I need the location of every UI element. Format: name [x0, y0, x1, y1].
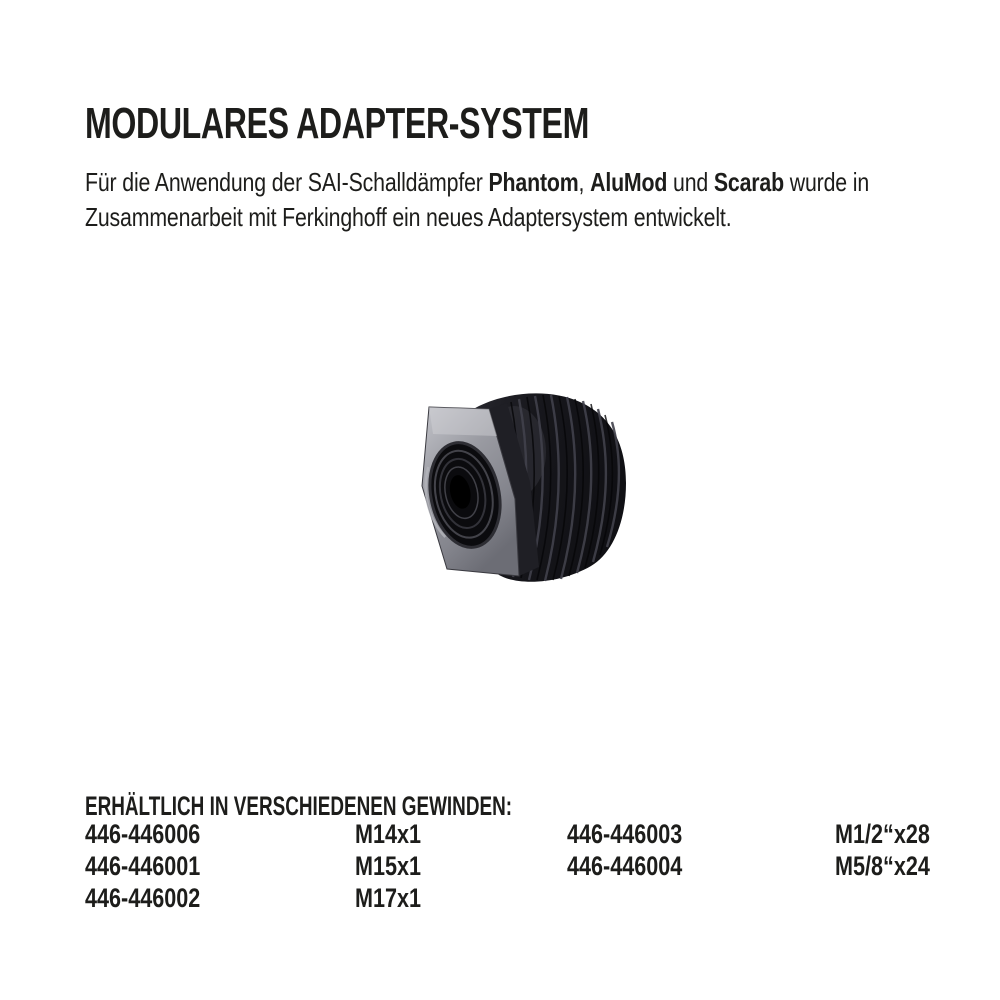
sku-cell: 446-446006: [85, 819, 201, 849]
table-row: [85, 818, 965, 850]
intro-comma: ,: [578, 167, 591, 197]
flange-top-bevel: [429, 407, 497, 436]
intro-und: und: [667, 167, 714, 197]
table-row: [85, 850, 965, 882]
thread-cell: M1/2“x28: [835, 819, 930, 849]
table-row: [85, 882, 965, 914]
product-name-phantom: Phantom: [488, 167, 579, 197]
sku-cell: 446-446004: [567, 851, 683, 881]
page-title: MODULARES ADAPTER-SYSTEM: [85, 99, 589, 149]
intro-text-before: Für die Anwendung der SAI-Schalldämpfer: [85, 167, 489, 197]
product-name-scarab: Scarab: [713, 167, 784, 197]
thread-cell: M17x1: [355, 883, 422, 913]
intro-paragraph: [85, 165, 938, 235]
product-name-alumod: AluMod: [590, 167, 668, 197]
thread-cell: M5/8“x24: [835, 851, 930, 881]
variant-table: [85, 818, 965, 928]
sku-cell: 446-446003: [567, 819, 683, 849]
threaded-adapter-photo: [402, 390, 628, 606]
thread-cell: M14x1: [355, 819, 422, 849]
thread-cell: M15x1: [355, 851, 422, 881]
availability-heading: ERHÄLTLICH IN VERSCHIEDENEN GEWINDEN:: [85, 791, 513, 822]
intro-text-after: wurde in Zusammenarbeit mit Ferkinghoff ein neues Adaptersystem entwickelt.: [85, 167, 870, 232]
sku-cell: 446-446002: [85, 883, 201, 913]
sku-cell: 446-446001: [85, 851, 201, 881]
